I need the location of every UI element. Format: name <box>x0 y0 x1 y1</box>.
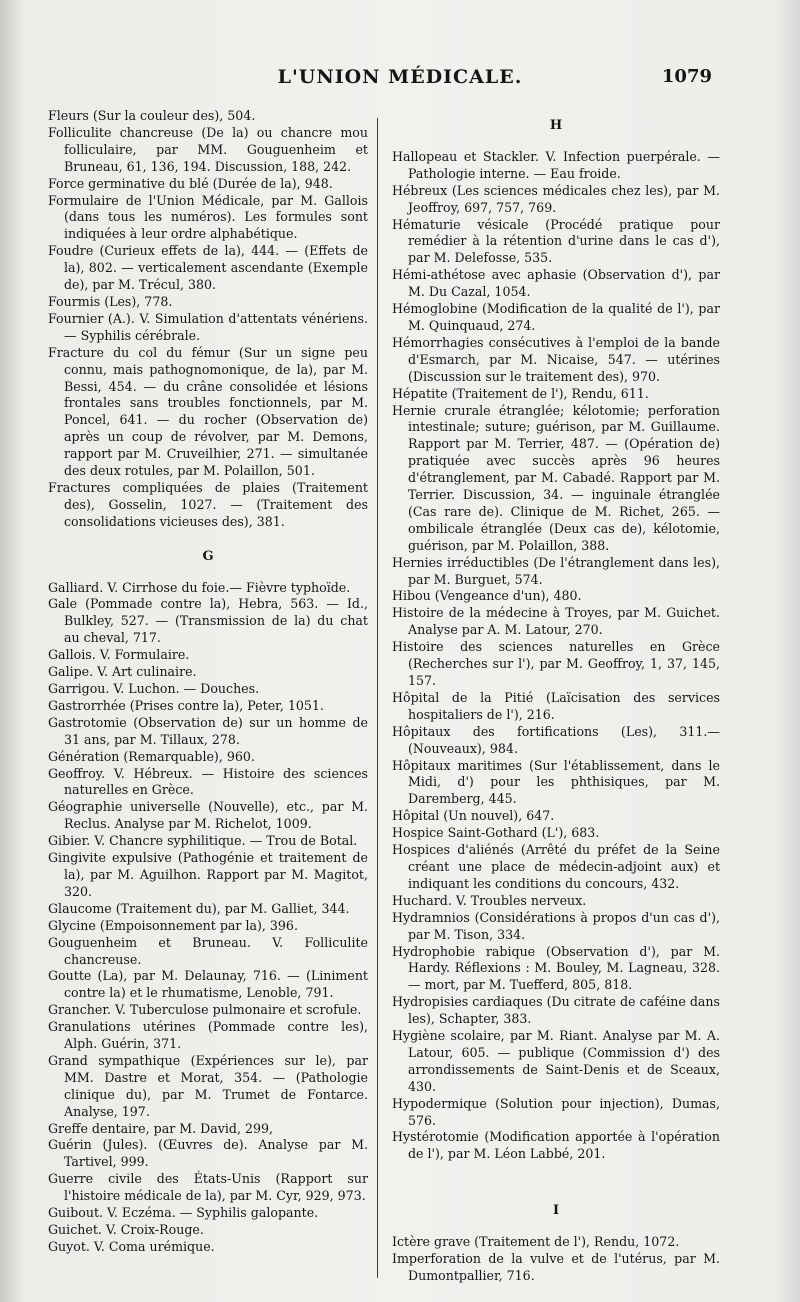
page-header <box>0 66 800 96</box>
index-entry: Guibout. V. Eczéma. — Syphilis galopante. <box>48 1205 319 1221</box>
entries-h <box>392 149 720 1163</box>
index-entry: Gibier. V. Chancre syphilitique. — Trou de Botal. <box>48 833 358 849</box>
journal-title: L'UNION MÉDICALE. <box>277 66 523 88</box>
index-entry: Fractures compliquées de plaies (Traitement des), Gosselin, 1027. — (Traitement des consolidations vicieuses des), 381. <box>48 479 368 529</box>
index-entry: Grand sympathique (Expériences sur le), par MM. Dastre et Morat, 354. — (Pathologie clinique du), par M. Trumet de Fontarce. Analyse, 197. <box>48 1052 368 1119</box>
index-entry: Grancher. V. Tuberculose pulmonaire et scrofule. <box>48 1002 362 1018</box>
index-entry: Hôpital de la Pitié (Laïcisation des services hospitaliers de l'), 216. <box>392 689 720 722</box>
index-entry: Hématurie vésicale (Procédé pratique pour remédier à la rétention d'urine dans le cas d'), par M. Delefosse, 535. <box>392 216 720 266</box>
index-entry: Hernies irréductibles (De l'étranglement dans les), par M. Burguet, 574. <box>392 554 720 587</box>
index-entry: Guérin (Jules). (Œuvres de). Analyse par M. Tartivel, 999. <box>48 1137 368 1170</box>
index-entry: Gastrorrhée (Prises contre la), Peter, 1051. <box>48 697 324 713</box>
index-entry: Ictère grave (Traitement de l'), Rendu, 1072. <box>392 1234 680 1250</box>
index-entry: Goutte (La), par M. Delaunay, 716. — (Liniment contre la) et le rhumatisme, Lenoble, 791. <box>48 968 368 1001</box>
index-entry: Hémoglobine (Modification de la qualité de l'), par M. Quinquaud, 274. <box>392 301 720 333</box>
index-entry: Gingivite expulsive (Pathogénie et traitement de la), par M. Aguilhon. Rapport par M. Magitot, 320. <box>48 850 368 899</box>
index-entry: Glaucome (Traitement du), par M. Galliet, 344. <box>48 900 350 916</box>
index-entry: Hémorrhagies consécutives à l'emploi de la bande d'Esmarch, par M. Nicaise, 547. — utérines (Discussion sur le traitement des), 970. <box>392 334 720 384</box>
section-letter-i: I <box>552 1203 560 1219</box>
index-entry: Foudre (Curieux effets de la), 444. — (Effets de la), 802. — verticalement ascendante (Exemple de), par M. Trécul, 380. <box>48 243 368 293</box>
column-divider <box>377 118 378 1278</box>
index-entry: Formulaire de l'Union Médicale, par M. Gallois (dans tous les numéros). Les formules sont indiquées à leur ordre alphabétique. <box>48 192 368 242</box>
index-entry: Folliculite chancreuse (De la) ou chancre mou folliculaire, par MM. Gouguenheim et Bruneau, 61, 136, 194. Discussion, 188, 242. <box>48 124 368 174</box>
index-entry: Fleurs (Sur la couleur des), 504. <box>48 108 256 123</box>
index-entry: Force germinative du blé (Durée de la), 948. <box>48 175 333 191</box>
index-entry: Fourmis (Les), 778. <box>48 293 173 309</box>
index-entry: Génération (Remarquable), 960. <box>48 748 255 764</box>
index-entry: Garrigou. V. Luchon. — Douches. <box>48 681 260 696</box>
index-entry: Hébreux (Les sciences médicales chez les), par M. Jeoffroy, 697, 757, 769. <box>392 182 720 215</box>
index-entry: Hallopeau et Stackler. V. Infection puerpérale. — Pathologie interne. — Eau froide. <box>392 148 720 181</box>
index-entry: Fracture du col du fémur (Sur un signe peu connu, mais pathognomonique, de la), par M. Bessi, 454. — du crâne consolidée et lésions frontales sans troubles fonctionnels, par M. Poncel, 641. — du rocher (Observation de) après un coup de révolver, par M. Demons, rapport par M. Cruveilhier, 271. — simultanée des deux rotules, par M. Polaillon, 501. <box>48 344 368 479</box>
index-entry: Hospices d'aliénés (Arrêté du préfet de la Seine créant une place de médecin-adjoint aux) et indiquant les conditions du concours, 432. <box>392 842 720 891</box>
index-entry: Galipe. V. Art culinaire. <box>48 664 197 680</box>
index-entry: Hospice Saint-Gothard (L'), 683. <box>392 825 600 841</box>
index-entry: Hypodermique (Solution pour injection), Dumas, 576. <box>392 1095 720 1128</box>
index-entry: Guyot. V. Coma urémique. <box>48 1238 215 1254</box>
index-entry: Hydrophobie rabique (Observation d'), par M. Hardy. Réflexions : M. Bouley, M. Lagneau, 328. — mort, par M. Tuefferd, 805, 818. <box>392 943 720 993</box>
index-entry: Histoire de la médecine à Troyes, par M. Guichet. Analyse par A. M. Latour, 270. <box>392 605 720 638</box>
index-entry: Gouguenheim et Bruneau. V. Folliculite chancreuse. <box>48 934 368 967</box>
left-column <box>48 108 368 1256</box>
index-entry: Hygiène scolaire, par M. Riant. Analyse par M. A. Latour, 605. — publique (Commission d') des arrondissements de Saint-Denis et de Sceaux, 430. <box>392 1028 720 1094</box>
section-letter-g: G <box>202 548 214 564</box>
index-entry: Géographie universelle (Nouvelle), etc., par M. Reclus. Analyse par M. Richelot, 1009. <box>48 799 368 832</box>
index-entry: Hémi-athétose avec aphasie (Observation d'), par M. Du Cazal, 1054. <box>392 267 720 300</box>
index-entry: Gallois. V. Formulaire. <box>48 647 190 663</box>
index-entry: Greffe dentaire, par M. David, 299, <box>48 1120 273 1136</box>
index-entry: Geoffroy. V. Hébreux. — Histoire des sciences naturelles en Grèce. <box>48 765 368 798</box>
index-entry: Huchard. V. Troubles nerveux. <box>392 892 587 908</box>
entries-f <box>48 108 368 531</box>
index-entry: Galliard. V. Cirrhose du foie.— Fièvre typhoïde. <box>48 579 351 595</box>
index-entry: Imperforation de la vulve et de l'utérus, par M. Dumontpallier, 716. <box>392 1251 720 1283</box>
index-entry: Hôpitaux maritimes (Sur l'établissement, dans le Midi, d') pour les phthisiques, par M. Daremberg, 445. <box>392 757 720 807</box>
section-letter-h: H <box>549 118 563 133</box>
index-entry: Hystérotomie (Modification apportée à l'opération de l'), par M. Léon Labbé, 201. <box>392 1129 720 1162</box>
index-entry: Guerre civile des États-Unis (Rapport sur l'histoire médicale de la), par M. Cyr, 929, 973. <box>48 1171 368 1204</box>
index-entry: Hibou (Vengeance d'un), 480. <box>392 588 582 604</box>
entries-i <box>392 1234 720 1285</box>
index-entry: Gale (Pommade contre la), Hebra, 563. — Id., Bulkley, 527. — (Transmission de la) du chat au cheval, 717. <box>48 596 368 646</box>
index-entry: Histoire des sciences naturelles en Grèce (Recherches sur l'), par M. Geoffroy, 1, 37, 145, 157. <box>392 639 720 688</box>
index-entry: Granulations utérines (Pommade contre les), Alph. Guérin, 371. <box>48 1019 368 1052</box>
index-entry: Hernie crurale étranglée; kélotomie; perforation intestinale; suture; guérison, par M. Guillaume. Rapport par M. Terrier, 487. — (Opération de) pratiquée avec succès après 96 heures d'étranglement, par M. Cabadé. Rapport par M. Terrier. Discussion, 34. — inguinale étranglée (Cas rare de). Clinique de M. Richet, 265. — ombilicale étranglée (Deux cas de), kélotomie, guérison, par M. Polaillon, 388. <box>392 402 720 553</box>
index-entry: Hydropisies cardiaques (Du citrate de caféine dans les), Schapter, 383. <box>392 994 720 1027</box>
index-entry: Hépatite (Traitement de l'), Rendu, 611. <box>392 385 649 401</box>
index-entry: Hôpital (Un nouvel), 647. <box>392 808 555 824</box>
page-number: 1079 <box>661 66 712 87</box>
index-entry: Guichet. V. Croix-Rouge. <box>48 1222 204 1237</box>
index-entry: Hydramnios (Considérations à propos d'un cas d'), par M. Tison, 334. <box>392 909 720 942</box>
index-entry: Fournier (A.). V. Simulation d'attentats vénériens. — Syphilis cérébrale. <box>48 310 368 343</box>
right-column <box>392 118 720 1285</box>
entries-g <box>48 580 368 1256</box>
index-entry: Hôpitaux des fortifications (Les), 311.— (Nouveaux), 984. <box>392 723 720 756</box>
index-entry: Gastrotomie (Observation de) sur un homme de 31 ans, par M. Tillaux, 278. <box>48 714 368 747</box>
index-entry: Glycine (Empoisonnement par la), 396. <box>48 917 298 933</box>
